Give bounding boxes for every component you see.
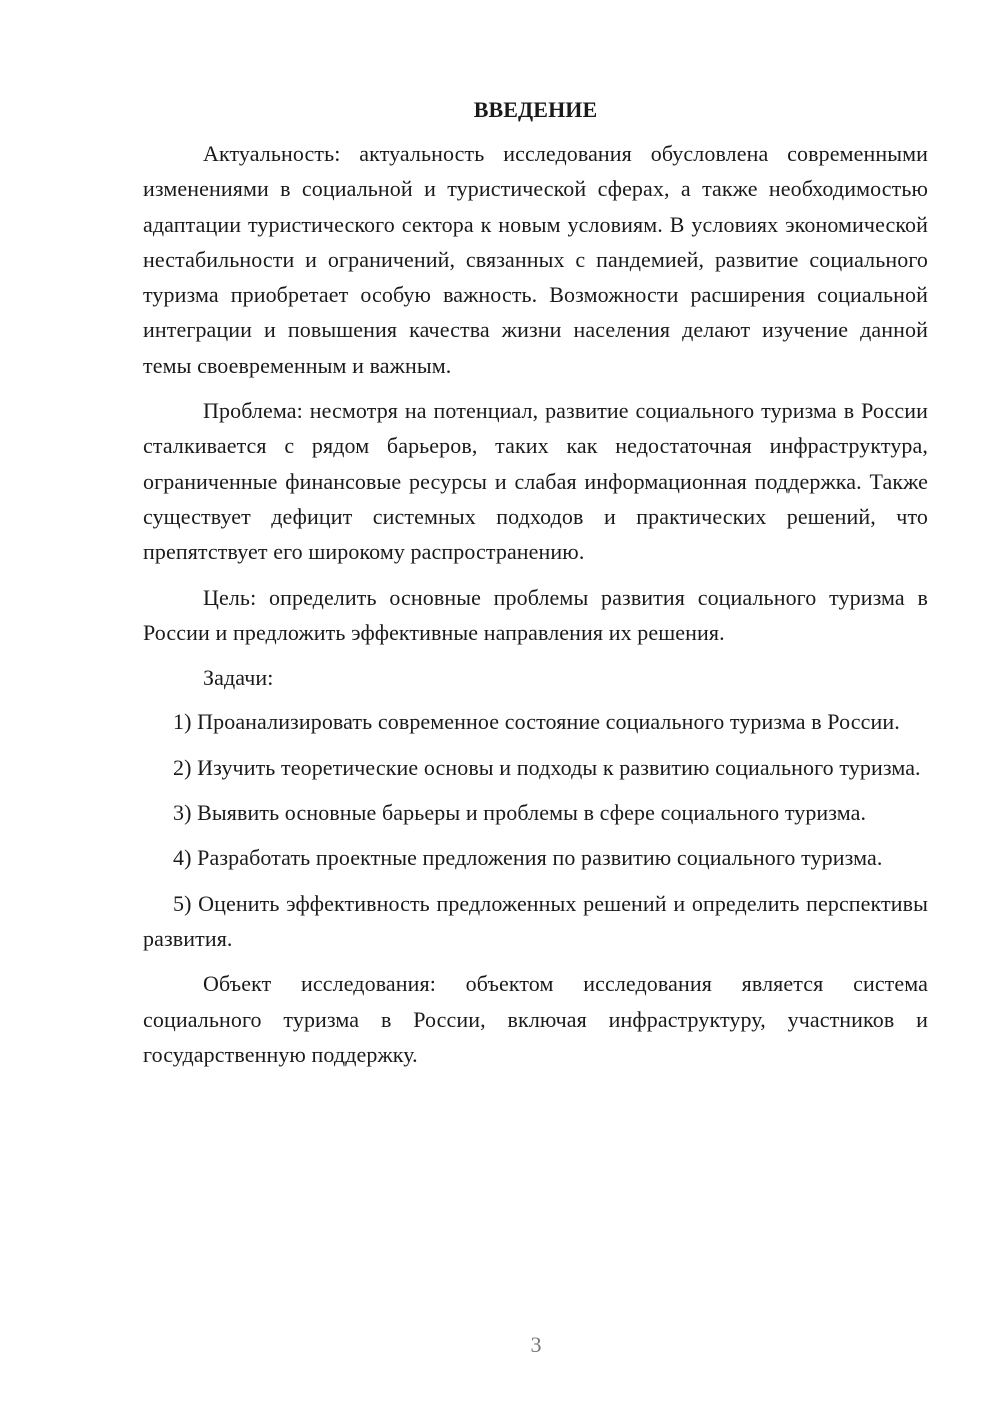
task-item-2: 2) Изучить теоретические основы и подходы к развитию социального туризма. bbox=[173, 754, 921, 780]
task-item-5: 5) Оценить эффективность предложенных решений и определить перспективы развития. bbox=[143, 890, 928, 951]
task-item-1: 1) Проанализировать современное состояние социального туризма в России. bbox=[173, 709, 900, 735]
paragraph-problem: Проблема: несмотря на потенциал, развитие социального туризма в России сталкивается с рядом барьеров, таких как недостаточная инфраструктура, ограниченные финансовые ресурсы и слабая информационная поддержка. Также существует дефицит системных подходов и практических решений, что препятствует его широкому распространению. bbox=[143, 398, 928, 565]
paragraph-goal: Цель: определить основные проблемы развития социального туризма в России и предложить эффективные направления их решения. bbox=[143, 584, 928, 645]
paragraph-object: Объект исследования: объектом исследования является система социального туризма в России, включая инфраструктуру, участников и государственную поддержку. bbox=[143, 971, 928, 1067]
task-item-4: 4) Разработать проектные предложения по развитию социального туризма. bbox=[173, 845, 883, 871]
page-number: 3 bbox=[530, 1332, 542, 1357]
section-heading: ВВЕДЕНИЕ bbox=[473, 97, 598, 122]
page-content bbox=[143, 90, 928, 1082]
paragraph-relevance: Актуальность: актуальность исследования обусловлена современными изменениями в социальной и туристической сферах, а также необходимостью адаптации туристического сектора к новым условиям. В условиях экономической нестабильности и ограничений, связанных с пандемией, развитие социального туризма приобретает особую важность. Возможности расширения социальной интеграции и повышения качества жизни населения делают изучение данной темы своевременным и важным. bbox=[143, 141, 928, 378]
tasks-label: Задачи: bbox=[203, 665, 274, 691]
task-item-3: 3) Выявить основные барьеры и проблемы в сфере социального туризма. bbox=[173, 800, 867, 826]
